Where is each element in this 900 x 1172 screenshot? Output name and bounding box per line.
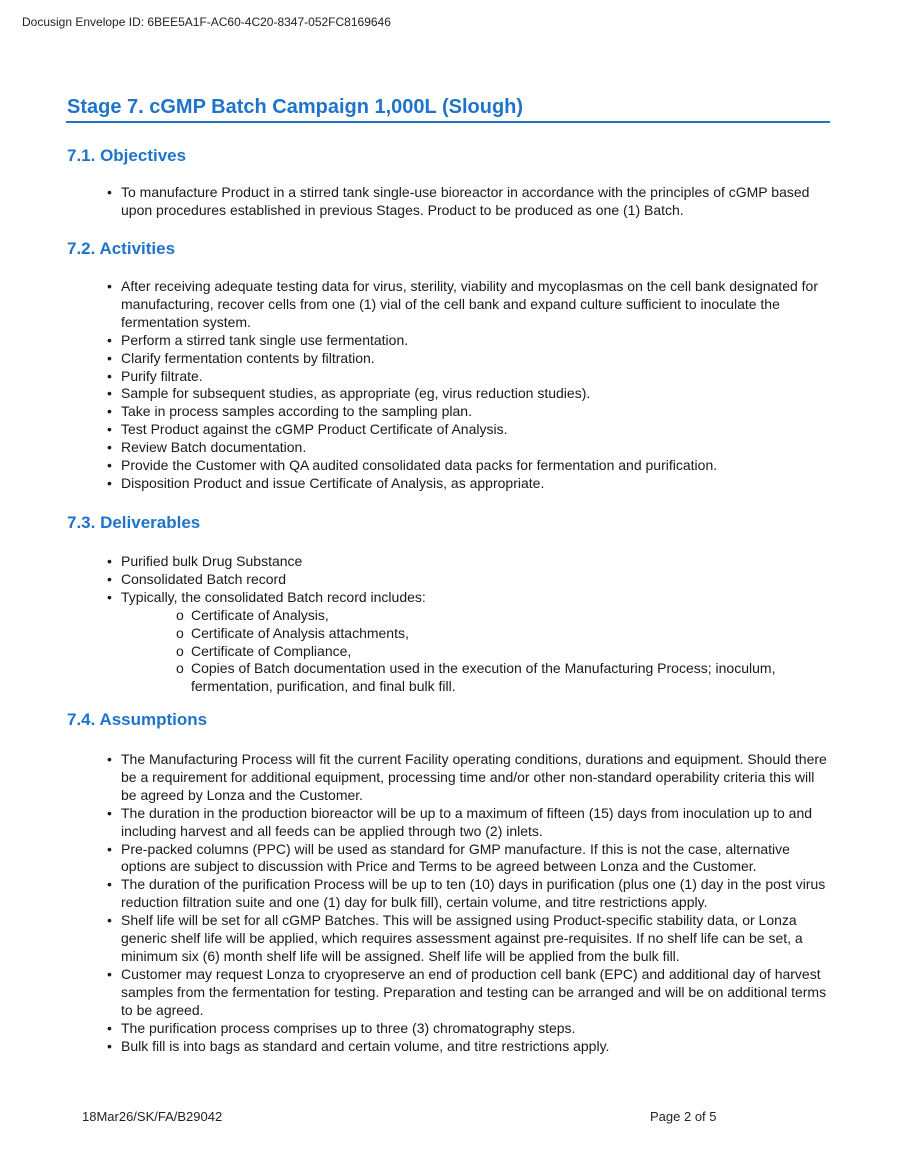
bullet-icon: • <box>107 349 112 366</box>
circle-bullet-icon: o <box>176 624 184 641</box>
list-item: • Consolidated Batch record <box>107 570 286 587</box>
section-heading-assumptions: 7.4. Assumptions <box>67 710 208 729</box>
list-item: • Typically, the consolidated Batch record includes: o Certificate of Analysis, o Certificate of Analysis attachments, o Certificate of Compliance, o Copies of Batch documentation used in the execution of the Manufacturing Process; inoculum, fermentation, purification, and final bulk fill. <box>104 589 832 696</box>
list-item: • The purification process comprises up to three (3) chromatography steps. <box>107 1019 576 1036</box>
list-item: • Purify filtrate. <box>107 367 203 384</box>
list-item: • Perform a stirred tank single use fermentation. <box>107 331 409 348</box>
bullet-icon: • <box>107 570 112 587</box>
list-item: • Provide the Customer with QA audited consolidated data packs for fermentation and purification. <box>107 457 718 474</box>
bullet-icon: • <box>107 965 112 982</box>
list-item: • Customer may request Lonza to cryopreserve an end of production cell bank (EPC) and additional day of harvest samples from the fermentation for testing. Preparation and testing can be arranged and will be on additional terms to be agreed. <box>107 965 827 1018</box>
sub-list-item: o Certificate of Analysis, <box>176 606 329 623</box>
bullet-icon: • <box>107 804 112 821</box>
sub-list-item: o Certificate of Analysis attachments, <box>176 624 409 641</box>
section-heading-objectives: 7.1. Objectives <box>67 146 187 165</box>
circle-bullet-icon: o <box>176 660 184 677</box>
assumptions-list <box>104 751 832 1055</box>
bullet-icon: • <box>107 912 112 929</box>
section-heading-deliverables: 7.3. Deliverables <box>67 513 201 532</box>
list-item: • Sample for subsequent studies, as appropriate (eg, virus reduction studies). <box>107 385 591 402</box>
activities-list <box>104 278 832 493</box>
circle-bullet-icon: o <box>176 606 184 623</box>
sub-list-item: o Certificate of Compliance, <box>176 642 352 659</box>
list-item: • The duration in the production bioreactor will be up to a maximum of fifteen (15) days from inoculation up to and including harvest and all feeds can be applied through two (2) inlets. <box>107 804 813 839</box>
list-item: • To manufacture Product in a stirred tank single-use bioreactor in accordance with the principles of cGMP based upon procedures established in previous Stages. Product to be produced as one (1) Batch. <box>107 184 810 218</box>
bullet-icon: • <box>107 751 112 767</box>
page-number: Page 2 of 5 <box>650 1109 717 1124</box>
list-item: • The duration of the purification Process will be up to ten (10) days in purification (plus one (1) day in the post virus reduction filtration suite and one (1) day for bulk fill), certain volume, and titre restrictions apply. <box>107 876 826 911</box>
list-item: • The Manufacturing Process will fit the current Facility operating conditions, durations and equipment. Should there be a requirement for additional equipment, processing time and/or other non-standard operability criteria this will be agreed by Lonza and the Customer. <box>107 751 827 803</box>
bullet-icon: • <box>107 553 112 569</box>
list-item: • Take in process samples according to the sampling plan. <box>107 403 472 420</box>
bullet-icon: • <box>107 278 112 294</box>
bullet-icon: • <box>107 331 112 348</box>
bullet-icon: • <box>107 474 112 491</box>
bullet-icon: • <box>107 840 112 857</box>
deliverables-list <box>104 553 832 696</box>
list-item: • Disposition Product and issue Certificate of Analysis, as appropriate. <box>107 474 545 491</box>
circle-bullet-icon: o <box>176 642 184 659</box>
bullet-icon: • <box>107 876 112 893</box>
list-item: • Review Batch documentation. <box>107 439 307 456</box>
bullet-icon: • <box>107 421 112 438</box>
bullet-icon: • <box>107 439 112 456</box>
document-reference: 18Mar26/SK/FA/B29042 <box>82 1109 223 1124</box>
list-item: • Shelf life will be set for all cGMP Batches. This will be assigned using Product-specific stability data, or Lonza generic shelf life will be applied, which requires assessment against pre-requisites. If no shelf life can be set, a minimum six (6) month shelf life will be assigned. Shelf life will be applied from the bulk fill. <box>107 912 803 964</box>
bullet-icon: • <box>107 385 112 402</box>
section-heading-activities: 7.2. Activities <box>67 239 176 258</box>
list-item: • Purified bulk Drug Substance <box>107 553 303 569</box>
bullet-icon: • <box>107 457 112 474</box>
title-underline <box>66 121 830 123</box>
list-item: • Pre-packed columns (PPC) will be used as standard for GMP manufacture. If this is not the case, alternative options are subject to discussion with Price and Terms to be agreed between Lonza and the Customer. <box>107 840 790 875</box>
bullet-icon: • <box>107 588 112 605</box>
list-item: • After receiving adequate testing data for virus, sterility, viability and mycoplasmas on the cell bank designated for manufacturing, recover cells from one (1) vial of the cell bank and expand culture sufficient to inoculate the fermentation system. <box>107 278 818 330</box>
list-item: • Clarify fermentation contents by filtration. <box>107 349 375 366</box>
bullet-icon: • <box>107 403 112 420</box>
envelope-id: Docusign Envelope ID: 6BEE5A1F-AC60-4C20-8347-052FC8169646 <box>22 15 391 29</box>
bullet-icon: • <box>107 1037 112 1054</box>
bullet-icon: • <box>107 1019 112 1036</box>
bullet-icon: • <box>107 367 112 384</box>
list-item: • Test Product against the cGMP Product Certificate of Analysis. <box>107 421 508 438</box>
bullet-icon: • <box>107 184 112 200</box>
list-item: • Bulk fill is into bags as standard and certain volume, and titre restrictions apply. <box>107 1037 610 1054</box>
sub-list-item: o Copies of Batch documentation used in the execution of the Manufacturing Process; inoculum, fermentation, purification, and final bulk fill. <box>176 660 776 695</box>
page-title: Stage 7. cGMP Batch Campaign 1,000L (Slough) <box>67 96 524 118</box>
batch-record-contents-list <box>121 607 832 697</box>
objectives-list <box>104 184 832 220</box>
